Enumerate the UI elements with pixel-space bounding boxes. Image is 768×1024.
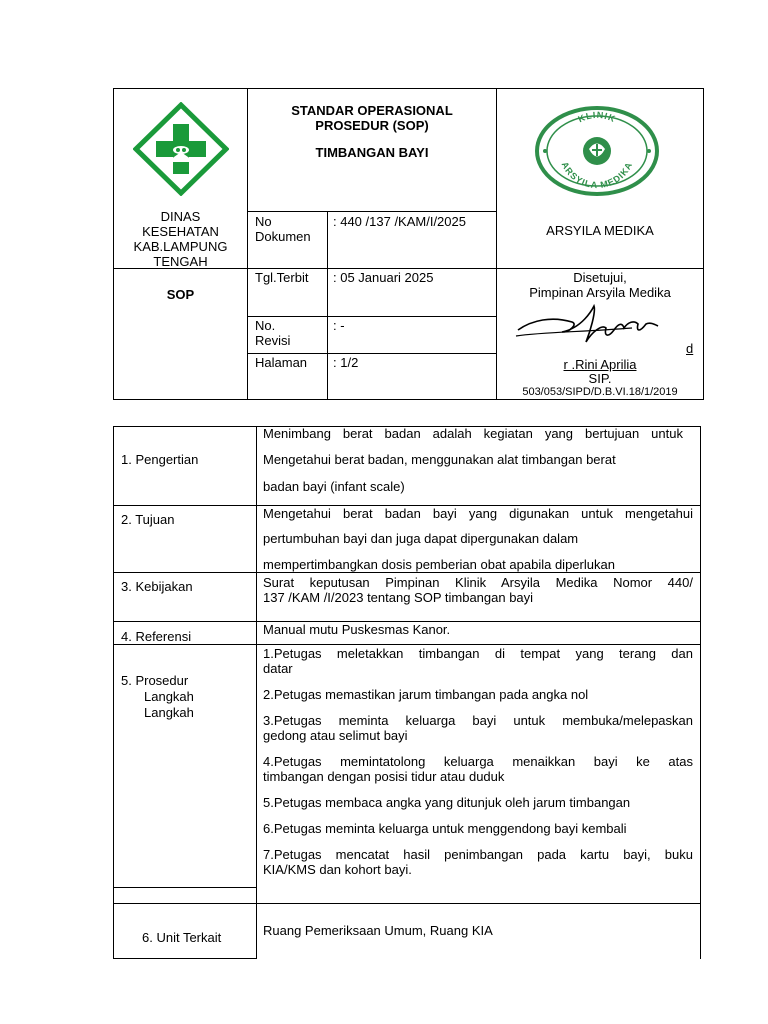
no-dokumen-label-1: No [255,214,272,229]
dinas-line-3: KAB.LAMPUNG [133,239,228,254]
prosedur-step-3b: gedong atau selimut bayi [263,728,408,743]
prosedur-step-2: 2.Petugas memastikan jarum timbangan pada angka nol [263,687,589,702]
tujuan-line-3: mempertimbangkan dosis pemberian obat apabila diperlukan [263,557,615,572]
dinas-line-2: KESEHATAN [142,224,219,239]
svg-text:KLINIK [576,110,617,124]
clinic-name: ARSYILA MEDIKA [546,223,654,238]
pengertian-line-1: Menimbang berat badan adalah kegiatan yang bertujuan untuk [263,426,683,441]
clinic-logo-top-text: KLINIK [576,109,618,125]
signature [512,302,662,348]
prosedur-step-1a: 1.Petugas meletakkan timbangan di tempat yang terang dan [263,646,693,661]
dinas-kesehatan-logo [133,102,229,196]
signer-name: r .Rini Aprilia [563,357,637,372]
prosedur-step-3a: 3.Petugas meminta keluarga bayi untuk membuka/melepaskan [263,713,693,728]
kebijakan-line-1: Surat keputusan Pimpinan Klinik Arsyila Medika Nomor 440/ [263,575,693,590]
tujuan-line-2: pertumbuhan bayi dan juga dapat dipergunakan dalam [263,531,579,546]
section-label-prosedur-2: Langkah [144,689,194,704]
section-label-prosedur-3: Langkah [144,705,194,720]
dinas-line-1: DINAS [160,209,201,224]
page-title-line-1: STANDAR OPERASIONAL [291,103,453,118]
prosedur-step-4b: timbangan dengan posisi tidur atau duduk [263,769,505,784]
prosedur-step-7a: 7.Petugas mencatat hasil penimbangan pada kartu bayi, buku [263,847,693,862]
section-label-unit-terkait: 6. Unit Terkait [142,930,222,945]
kebijakan-line-2: 137 /KAM /I/2023 tentang SOP timbangan bayi [263,590,534,605]
page-subtitle: TIMBANGAN BAYI [315,145,429,160]
tujuan-line-1: Mengetahui berat badan bayi yang digunakan untuk mengetahui [263,506,693,521]
dinas-line-4: TENGAH [153,254,208,269]
section-label-tujuan: 2. Tujuan [121,512,175,527]
sop-label: SOP [166,287,195,302]
halaman-value: : 1/2 [333,355,359,370]
approval-line-1: Disetujui, [573,270,627,285]
signer-title: SIP. [588,371,612,386]
clinic-logo-bottom-text: ARSYILA MEDIKA [559,160,635,191]
pengertian-line-3: badan bayi (infant scale) [263,479,405,494]
prosedur-step-5: 5.Petugas membaca angka yang ditunjuk oleh jarum timbangan [263,795,631,810]
prosedur-step-7b: KIA/KMS dan kohort bayi. [263,862,412,877]
prosedur-step-6: 6.Petugas meminta keluarga untuk menggendong bayi kembali [263,821,627,836]
signer-id: 503/053/SIPD/D.B.VI.18/1/2019 [522,386,678,398]
approval-suffix: d [686,341,694,356]
page-title-line-2: PROSEDUR (SOP) [315,118,429,133]
prosedur-step-4a: 4.Petugas memintatolong keluarga menaikkan bayi ke atas [263,754,693,769]
tgl-terbit-value: : 05 Januari 2025 [333,270,434,285]
halaman-label: Halaman [255,355,308,370]
section-label-kebijakan: 3. Kebijakan [121,579,193,594]
no-revisi-label-2: Revisi [255,333,291,348]
no-revisi-value: : - [333,318,345,333]
tgl-terbit-label: Tgl.Terbit [255,270,309,285]
section-label-referensi: 4. Referensi [121,629,192,644]
no-dokumen-value: : 440 /137 /KAM/I/2025 [333,214,466,229]
referensi-line-1: Manual mutu Puskesmas Kanor. [263,622,451,637]
unit-terkait-line-1: Ruang Pemeriksaan Umum, Ruang KIA [263,923,493,938]
no-dokumen-label-2: Dokumen [255,229,311,244]
prosedur-step-1b: datar [263,661,293,676]
pengertian-line-2: Mengetahui berat badan, menggunakan alat timbangan berat [263,452,616,467]
no-revisi-label-1: No. [255,318,276,333]
approval-line-2: Pimpinan Arsyila Medika [529,285,671,300]
arsyila-medika-logo [535,106,659,196]
section-label-pengertian: 1. Pengertian [121,452,199,467]
section-label-prosedur-1: 5. Prosedur [121,673,189,688]
